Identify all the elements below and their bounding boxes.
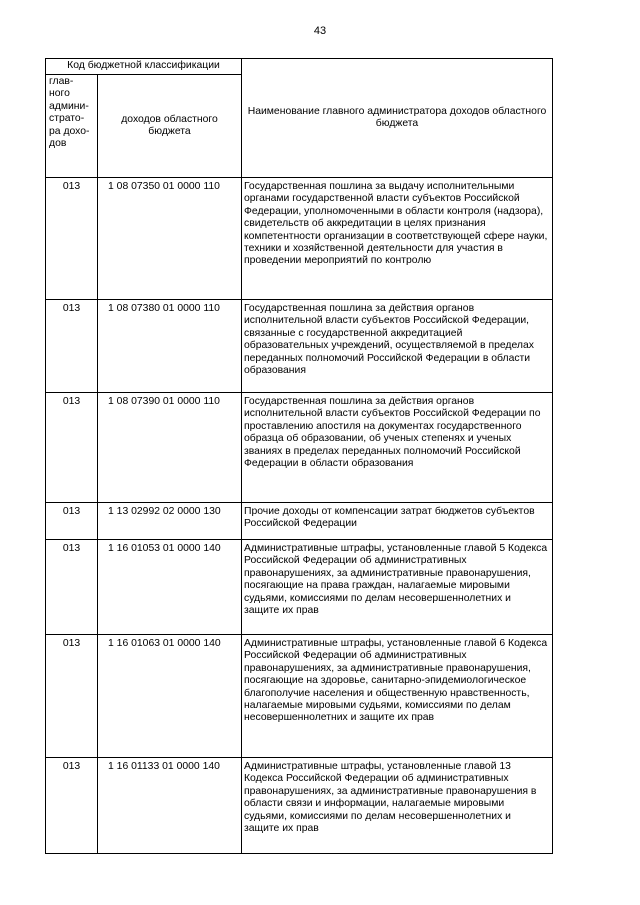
budget-classification-table <box>45 58 553 854</box>
income-name-cell: Государственная пошлина за действия органов исполнительной власти субъектов Российской Федерации по проставлению апостиля на документах государственного образца об образовании, об ученых степенях и ученых званиях в пределах переданных полномочий Российской Федерации в области образования <box>242 393 553 503</box>
header-admin-line: дов <box>49 138 67 150</box>
admin-code-cell: 013 <box>46 758 98 854</box>
header-admin-line: ного <box>49 88 70 100</box>
admin-code-cell: 013 <box>46 300 98 393</box>
income-code-cell: 1 16 01133 01 0000 140 <box>98 758 242 854</box>
header-code-group: Код бюджетной классификации <box>46 59 242 75</box>
page-number: 43 <box>313 25 327 37</box>
income-code-cell: 1 08 07350 01 0000 110 <box>98 178 242 300</box>
income-name-cell: Государственная пошлина за выдачу исполнительными органами государственной власти субъектов Российской Федерации, уполномоченными в области контроля (надзора), свидетельств об аккредитации в целях признания компетентности организации в соответствующей сфере науки, техники и хозяйственной деятельности для участия в проведении мероприятий по контролю <box>242 178 553 300</box>
header-admin-line: админи- <box>49 100 89 112</box>
header-admin-line: глав- <box>49 76 74 87</box>
admin-code-cell: 013 <box>46 540 98 635</box>
header-admin-line: страто- <box>49 113 85 125</box>
income-name-cell: Государственная пошлина за действия органов исполнительной власти субъектов Российской Федерации, связанные с государственной аккредитацией образовательных учреждений, осуществляемой в пределах переданных полномочий Российской Федерации в области образования <box>242 300 553 393</box>
admin-code-cell: 013 <box>46 635 98 758</box>
header-main-administrator <box>46 75 98 178</box>
header-regional-income: доходов областного бюджета <box>98 75 242 178</box>
table-row <box>46 300 553 393</box>
income-code-cell: 1 16 01063 01 0000 140 <box>98 635 242 758</box>
income-code-cell: 1 13 02992 02 0000 130 <box>98 503 242 540</box>
admin-code-cell: 013 <box>46 503 98 540</box>
admin-code-cell: 013 <box>46 178 98 300</box>
income-code-cell: 1 16 01053 01 0000 140 <box>98 540 242 635</box>
table-row <box>46 635 553 758</box>
table-row <box>46 758 553 854</box>
income-code-cell: 1 08 07380 01 0000 110 <box>98 300 242 393</box>
table-row <box>46 178 553 300</box>
header-admin-line: ра дохо- <box>49 125 90 137</box>
income-name-cell: Административные штрафы, установленные главой 5 Кодекса Российской Федерации об административных правонарушениях, за административные правонарушения, посягающие на права граждан, налагаемые мировыми судьями, комиссиями по делам несовершеннолетних и защите их прав <box>242 540 553 635</box>
income-name-cell: Прочие доходы от компенсации затрат бюджетов субъектов Российской Федерации <box>242 503 553 540</box>
admin-code-cell: 013 <box>46 393 98 503</box>
income-name-cell: Административные штрафы, установленные главой 6 Кодекса Российской Федерации об административных правонарушениях, за административные правонарушения, посягающие на здоровье, санитарно-эпидемиологическое благополучие населения и общественную нравственность, налагаемые мировыми судьями, комиссиями по делам несовершеннолетних и защите их прав <box>242 635 553 758</box>
header-administrator-name: Наименование главного администратора доходов областного бюджета <box>242 59 553 178</box>
income-name-cell: Административные штрафы, установленные главой 13 Кодекса Российской Федерации об административных правонарушениях, за административные правонарушения в области связи и информации, налагаемые мировыми судьями, комиссиями по делам несовершеннолетних и защите их прав <box>242 758 553 854</box>
table-row <box>46 540 553 635</box>
table-row <box>46 503 553 540</box>
income-code-cell: 1 08 07390 01 0000 110 <box>98 393 242 503</box>
table-row <box>46 393 553 503</box>
